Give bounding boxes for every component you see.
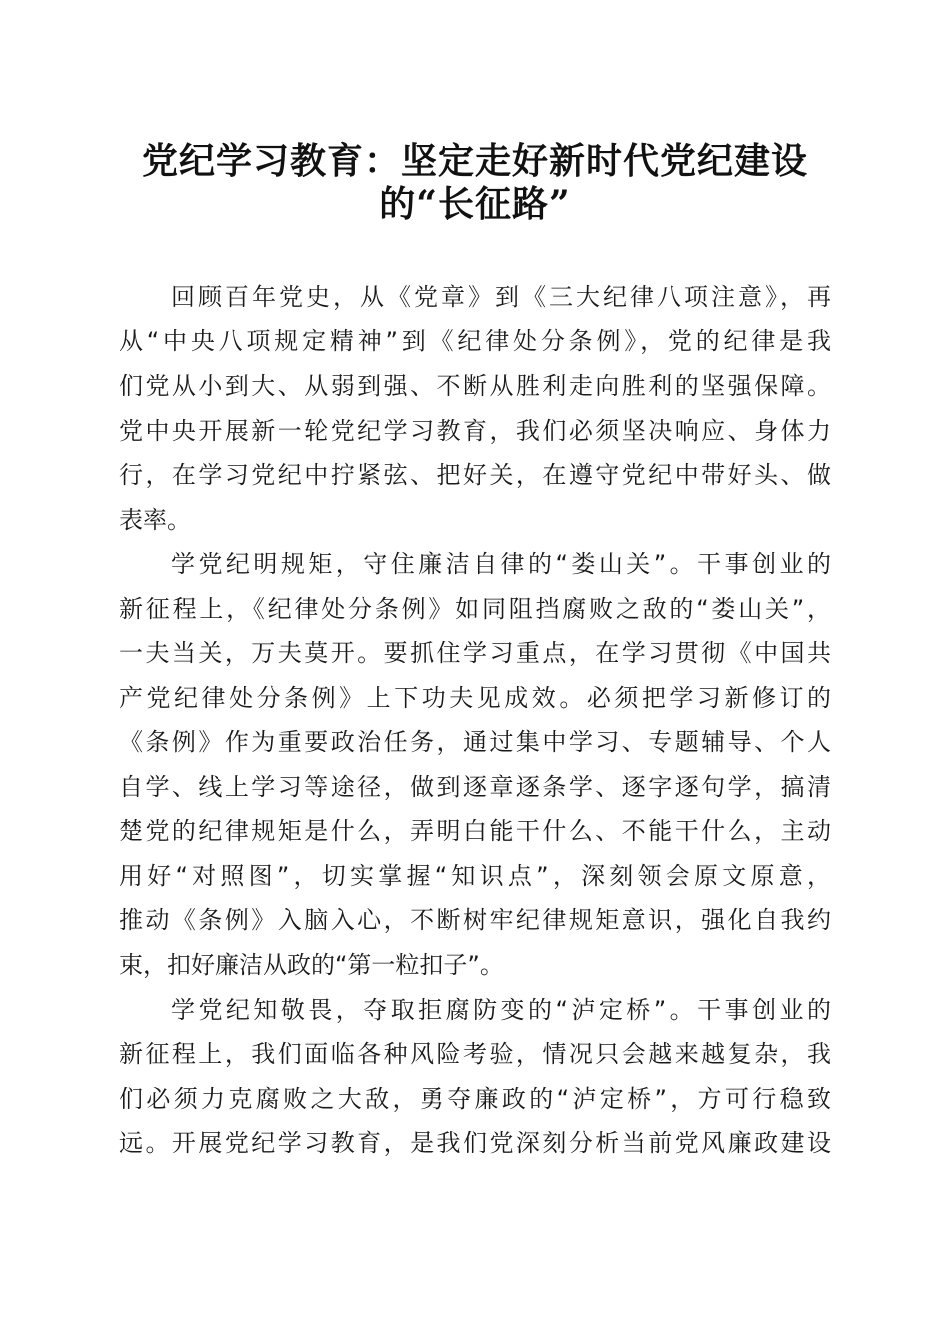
body-text-line: 行，在学习党纪中拧紧弦、把好关，在遵守党纪中带好头、做 [119, 461, 831, 489]
body-text-line: 束，扣好廉洁从政的“第一粒扣子”。 [119, 951, 504, 979]
document-title-line-2: 的“长征路” [379, 183, 571, 225]
body-text-line: 新征程上，我们面临各种风险考验，情况只会越来越复杂，我 [119, 1040, 831, 1068]
body-text-line: 们必须力克腐败之大敌，勇夺廉政的“泸定桥”，方可行稳致 [119, 1085, 831, 1113]
body-text-line: 楚党的纪律规矩是什么，弄明白能干什么、不能干什么，主动 [119, 817, 831, 845]
body-text-line: 一夫当关，万夫莫开。要抓住学习重点，在学习贯彻《中国共 [119, 639, 831, 667]
body-text-line: 用好“对照图”，切实掌握“知识点”，深刻领会原文原意， [119, 862, 831, 890]
body-text-line: 们党从小到大、从弱到强、不断从胜利走向胜利的坚强保障。 [119, 372, 831, 400]
body-text-line: 新征程上，《纪律处分条例》如同阻挡腐败之敌的“娄山关”， [119, 595, 831, 623]
body-text-line: 党中央开展新一轮党纪学习教育，我们必须坚决响应、身体力 [119, 417, 831, 445]
body-text-line: 表率。 [119, 506, 191, 534]
body-text-line: 自学、线上学习等途径，做到逐章逐条学、逐字逐句学，搞清 [119, 773, 831, 801]
body-text-line: 回顾百年党史，从《党章》到《三大纪律八项注意》，再 [171, 283, 831, 311]
body-text-line: 《条例》作为重要政治任务，通过集中学习、专题辅导、个人 [119, 728, 831, 756]
body-text-line: 推动《条例》入脑入心，不断树牢纪律规矩意识，强化自我约 [119, 906, 831, 934]
body-text-line: 学党纪知敬畏，夺取拒腐防变的“泸定桥”。干事创业的 [171, 996, 831, 1024]
body-text-line: 学党纪明规矩，守住廉洁自律的“娄山关”。干事创业的 [171, 550, 831, 578]
body-text-line: 产党纪律处分条例》上下功夫见成效。必须把学习新修订的 [119, 684, 831, 712]
body-text-line: 从“中央八项规定精神”到《纪律处分条例》，党的纪律是我 [119, 327, 831, 355]
body-text-line: 远。开展党纪学习教育，是我们党深刻分析当前党风廉政建设 [119, 1129, 831, 1157]
document-title-line-1: 党纪学习教育：坚定走好新时代党纪建设 [141, 140, 808, 182]
